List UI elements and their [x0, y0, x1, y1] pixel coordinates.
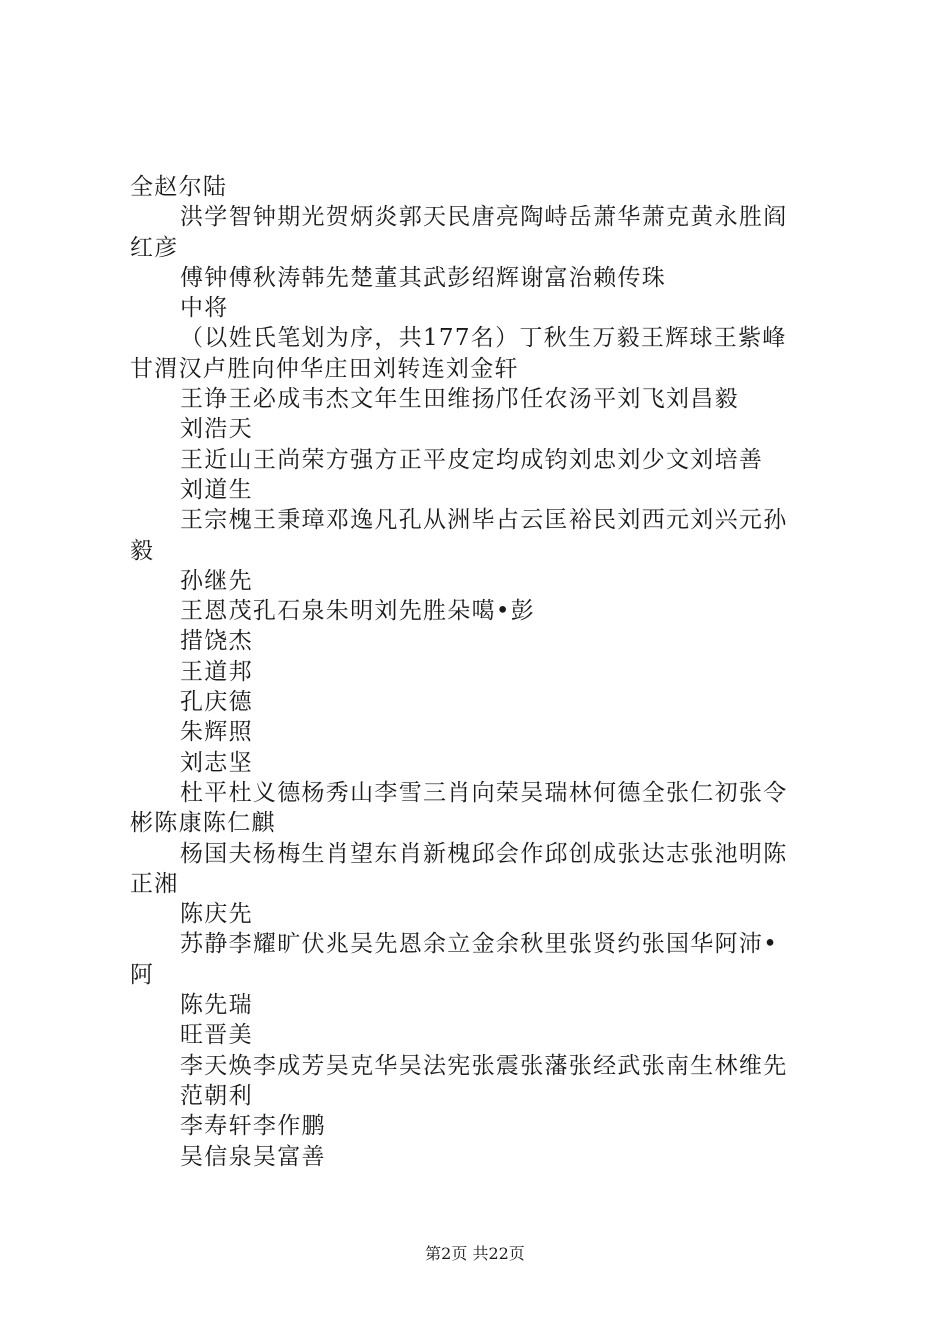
text-line: 孔庆德: [180, 689, 253, 716]
text-line: 红彦: [130, 234, 179, 261]
text-line: 正湘: [130, 870, 179, 897]
text-line: 王宗槐王秉璋邓逸凡孔从洲毕占云匡裕民刘西元刘兴元孙: [180, 507, 788, 534]
text-line: 苏静李耀旷伏兆吴先恩余立金余秋里张贤约张国华阿沛•: [180, 931, 779, 958]
page-footer: 第2页 共22页: [425, 1244, 525, 1263]
text-line: 甘渭汉卢胜向仲华庄田刘转连刘金轩: [130, 355, 519, 382]
text-line: 彬陈康陈仁麒: [130, 810, 276, 837]
text-line: 范朝利: [180, 1082, 253, 1109]
text-line: 杜平杜义德杨秀山李雪三肖向荣吴瑞林何德全张仁初张令: [180, 779, 788, 806]
text-line: 李寿轩李作鹏: [180, 1113, 326, 1140]
text-line: 李天焕李成芳吴克华吴法宪张震张藩张经武张南生林维先: [180, 1052, 788, 1079]
text-line: （以姓氏笔划为序，共177名）丁秋生万毅王辉球王紫峰: [180, 325, 787, 352]
text-line: 王恩茂孔石泉朱明刘先胜朵噶•彭: [180, 598, 536, 625]
text-line: 陈庆先: [180, 901, 253, 928]
text-line: 吴信泉吴富善: [180, 1143, 326, 1170]
text-line: 刘道生: [180, 476, 253, 503]
document-body: [130, 172, 835, 1172]
text-line: 朱辉照: [180, 719, 253, 746]
text-line: 孙继先: [180, 567, 253, 594]
text-line: 王近山王尚荣方强方正平皮定均成钧刘忠刘少文刘培善: [180, 446, 764, 473]
text-line: 全赵尔陆: [130, 174, 228, 200]
text-line: 王诤王必成韦杰文年生田维扬邝任农汤平刘飞刘昌毅: [180, 386, 739, 413]
text-line: 洪学智钟期光贺炳炎郭天民唐亮陶峙岳萧华萧克黄永胜阎: [180, 204, 788, 231]
text-line: 陈先瑞: [180, 992, 253, 1019]
text-line: 傅钟傅秋涛韩先楚董其武彭绍辉谢富治赖传珠: [180, 264, 666, 291]
text-line: 刘浩天: [180, 416, 253, 443]
text-line: 措饶杰: [180, 628, 253, 655]
text-line: 杨国夫杨梅生肖望东肖新槐邱会作邱创成张达志张池明陈: [180, 840, 788, 867]
text-line: 旺晋美: [180, 1022, 253, 1049]
text-line: 毅: [130, 537, 155, 564]
text-line: 阿: [130, 961, 155, 988]
text-line: 中将: [180, 295, 229, 322]
text-line: 王道邦: [180, 658, 253, 685]
text-line: 刘志坚: [180, 749, 253, 776]
